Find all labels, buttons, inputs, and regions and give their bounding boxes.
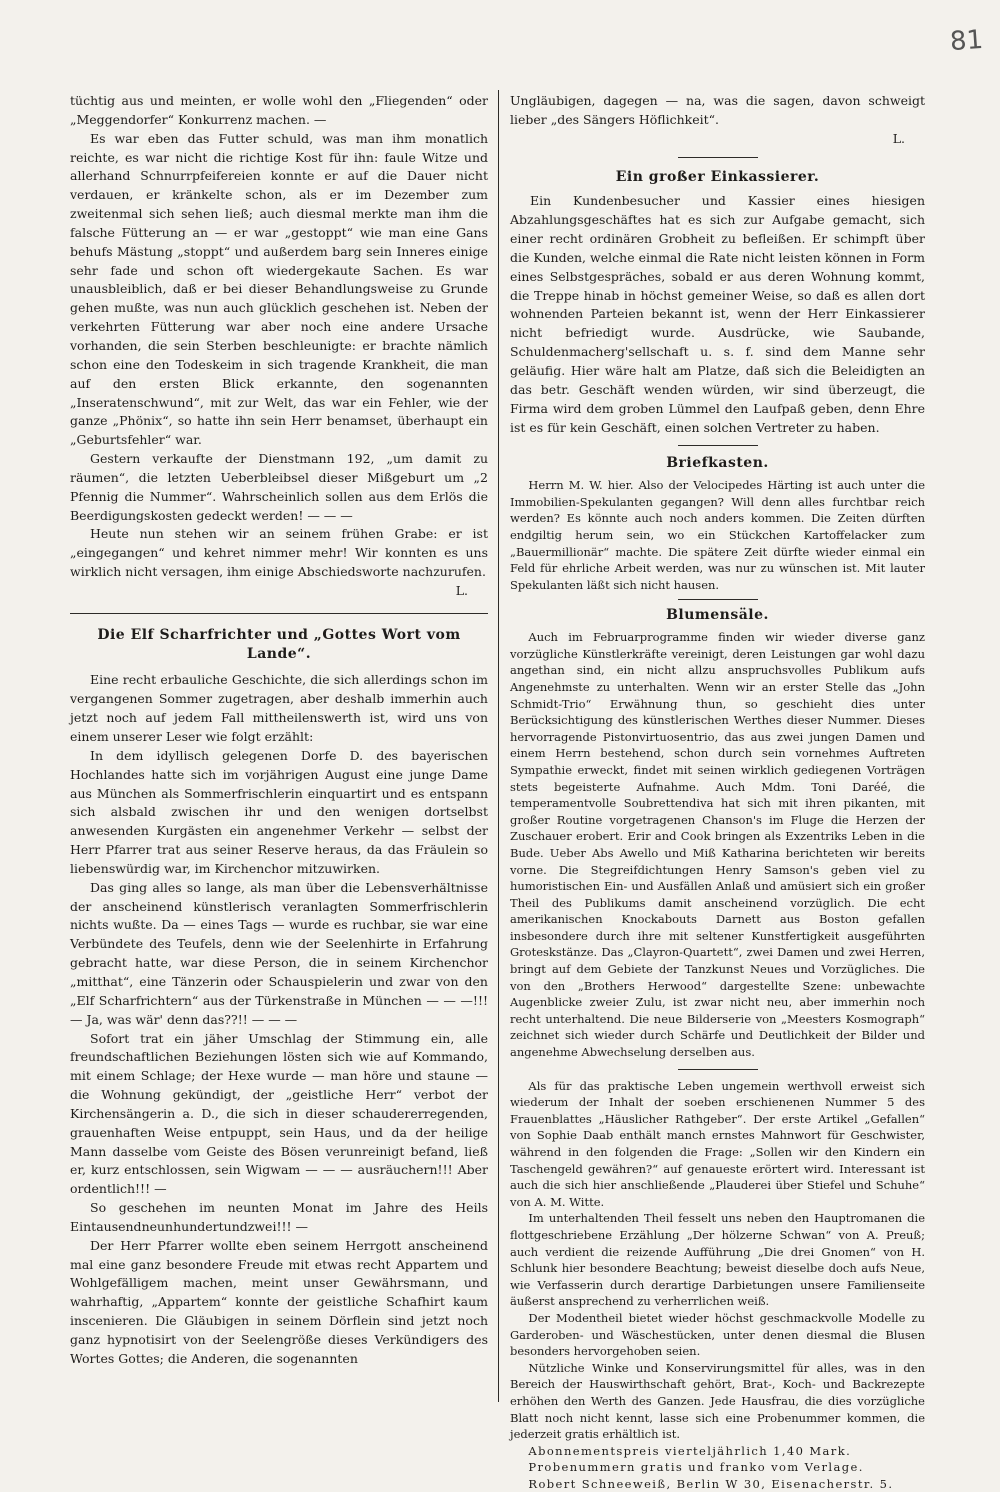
handwritten-page-number: 81 bbox=[948, 24, 985, 58]
paragraph: Abonnementspreis vierteljährlich 1,40 Mark. bbox=[528, 1443, 852, 1458]
paragraph: Das ging alles so lange, als man über die Lebensverhältnisse der anscheinend künstlerisch veranlagten Sommerfrischlerin nichts wußte. Da — eines Tags — wurde es ruchbar, sie war eine Verbündete des Teufels, denn wie der Seelenhirte in Erfahrung gebracht hatte, war diese Person, die in seinem Kirchenchor „mitthat“, eine Tänzerin oder Schauspielerin und zwar von den „Elf Scharfrichtern“ aus der Türkenstraße in München — — —!!! — Ja, was wär' denn das??!! — — — bbox=[70, 879, 488, 1027]
paragraph: Sofort trat ein jäher Umschlag der Stimmung ein, alle freundschaftlichen Beziehungen lösten sich wie auf Kommando, mit einem Schlage; der Hexe wurde — man höre und staune — die Wohnung gekündigt, der „geistliche Herr“ verbot der Kirchensängerin a. D., die sich in dieser schaudererregenden, grauenhaften Weise entpuppt, sein Haus, und da der heilige Mann dasselbe vom Geiste des Bösen verunreinigt befand, ließ er, kurz entschlossen, sein Wigwam — — — ausräuchern!!! Aber ordentlich!!! — bbox=[70, 1030, 488, 1197]
paragraph: Robert Schneeweiß, Berlin W 30, Eisenacherstr. 5. bbox=[528, 1476, 894, 1491]
paragraph: Es war eben das Futter schuld, was man ihm monatlich reichte, es war nicht die richtige Kost für ihn: faule Witze und allerhand Schnurrpfeifereien konnte er auf die Dauer nicht verdauen, er kränkelte schon, als er im Dezember zum zweitenmal sich sehen ließ; auch diesmal merkte man ihm die falsche Fütterung an — er war „gestoppt“ wie man eine Gans behufs Mästung „stoppt“ und außerdem barg sein Inneres einige sehr fade und schon oft wiedergekaute Sachen. Es war unausbleiblich, daß er bei dieser Behandlungsweise zu Grunde gehen mußte, was nun auch glücklich geschehen ist. Neben der verkehrten Fütterung war aber noch eine andere Ursache vorhanden, die sein Sterben beschleunigte: er brachte nämlich schon eine den Todeskeim in sich tragende Krankheit, die man auf den ersten Blick erkannte, den sogenannten „Inseratenschwund“, mit zur Welt, das war ein Fehler, wie der ganze „Phönix“, so hatte ihn sein Herr benamset, überhaupt ein „Geburtsfehler“ war. bbox=[70, 130, 488, 448]
spacer bbox=[70, 614, 488, 626]
signature: L. bbox=[892, 130, 905, 146]
article-heading: Blumensäle. bbox=[666, 607, 769, 624]
article-heading: Ein großer Einkassierer. bbox=[615, 168, 820, 185]
paragraph: Probenummern gratis und franko vom Verlage. bbox=[528, 1460, 864, 1475]
article-heading: Briefkasten. bbox=[666, 455, 769, 472]
spacer bbox=[510, 149, 925, 157]
paragraph: Nützliche Winke und Konservirungsmittel für alles, was in den Bereich der Hauswirthschaft gehört, Brat-, Koch- und Backrezepte erhöhen den Werth des Ganzen. Jede Hausfrau, die dies vorzügliche Blatt noch nicht kennt, lasse sich eine Probenummer kommen, die jederzeit gratis erhältlich ist. bbox=[510, 1360, 925, 1442]
paragraph: Der Herr Pfarrer wollte eben seinem Herrgott anscheinend mal eine ganz besondere Freude mit etwas recht Appartem und Wohlgefälligem machen, meint unser Gewährsmann, und wahrhaftig, „Appartem“ konnte der geistliche Schafhirt kaum inscenieren. Die Gläubigen in seinem Dörflein sind jetzt noch ganz hypnotisirt von der Seelengröße dieses Verkündigers des Wortes Gottes; die Anderen, die sogenannten bbox=[70, 1237, 488, 1366]
paragraph: In dem idyllisch gelegenen Dorfe D. des bayerischen Hochlandes hatte sich im vorjährigen August eine junge Dame aus München als Sommerfrischlerin einquartirt und es entspann sich alsbald zwischen ihr und den wenigen dortselbst anwesenden Kurgästen ein angenehmer Verkehr — selbst der Herr Pfarrer trat aus seiner Reserve heraus, da das Fräulein so liebenswürdig war, im Kirchenchor mitzuwirken. bbox=[70, 747, 488, 876]
paragraph: Ein Kundenbesucher und Kassier eines hiesigen Abzahlungsgeschäftes hat es sich zur Aufgabe gemacht, sich einer recht ordinären Grobheit zu befleißen. Er schimpft über die Kunden, welche einmal die Rate nicht leisten können in Form eines Selbstgespräches, sobald er aus deren Wohnung kommt, die Treppe hinab in höchst gemeiner Weise, so daß es allen dort wohnenden Parteien bekannt ist, wenn der Herr Einkassierer nicht befriedigt wurde. Ausdrücke, wie Saubande, Schuldenmacherg'sellschaft u. s. f. sind dem Manne sehr geläufig. Hier wäre halt am Platze, daß sich die Beleidigten an das betr. Geschäft wenden würden, wir sind überzeugt, die Firma wird dem groben Lümmel den Laufpaß geben, denn Ehre ist es für kein Geschäft, einen solchen Vertreter zu haben. bbox=[510, 193, 925, 435]
spacer bbox=[70, 663, 488, 671]
paragraph: Ungläubigen, dagegen — na, was die sagen, davon schweigt lieber „des Sängers Höflichkeit“. bbox=[510, 93, 925, 127]
column-divider bbox=[498, 90, 499, 1402]
paragraph: tüchtig aus und meinten, er wolle wohl den „Fliegenden“ oder „Meggendorfer“ Konkurrenz machen. — bbox=[70, 93, 488, 127]
paragraph: Als für das praktische Leben ungemein werthvoll erweist sich wiederum der Inhalt der soeben erschienenen Nummer 5 des Frauenblattes „Häuslicher Rathgeber“. Der erste Artikel „Gefallen“ von Sophie Daab enthält manch ernstes Mahnwort für Geschwister, während in den folgenden die Frage: „Sollen wir den Kindern ein Taschengeld gewähren?“ auf genaueste erörtert wird. Interessant ist auch die sich hier anschließende „Plauderei über Stiefel und Schuhe“ von A. M. Witte. bbox=[510, 1078, 925, 1209]
paragraph: Im unterhaltenden Theil fesselt uns neben den Hauptromanen die flottgeschriebene Erzählung „Der hölzerne Schwan“ von A. Preuß; auch verdient die reizende Aufführung „Die drei Gnomen“ von H. Schlunk hier besondere Beachtung; beweist dieselbe doch aufs Neue, wie Verfasserin durch derartige Darbietungen unsere Familienseite äußerst ansprechend zu verherrlichen weiß. bbox=[510, 1211, 925, 1309]
signature: L. bbox=[455, 582, 468, 598]
paragraph: Auch im Februarprogramme finden wir wieder diverse ganz vorzügliche Künstlerkräfte vereinigt, deren Leistungen gar wohl dazu angethan sind, ein nicht allzu anspruchsvolles Publikum aufs Angenehmste zu unterhalten. Wenn wir an erster Stelle das „John Schmidt-Trio“ Erwähnung thun, so geschieht dies unter Berücksichtigung des künstlerischen Werthes dieser Nummer. Dieses hervorragende Pistonvirtuosentrio, das aus zwei jungen Damen und einem Herrn bestehend, schon durch sein vornehmes Auftreten Sympathie erweckt, findet mit seinen wirklich gediegenen Vorträgen stets begeisterte Aufnahme. Auch Mdm. Toni Daréé, die temperamentvolle Soubrettendiva hat sich mit ihren pikanten, mit großer Routine vorgetragenen Chanson's im Fluge die Herzen der Zuschauer erobert. Erir and Cook bringen als Exzentriks Leben in die Bude. Ueber Abs Awello und Miß Katharina berichteten wir bereits vorne. Die Stegreifdichtungen Henry Samson's geben viel zu humoristischen Ein- und Ausfällen Anlaß und amüsiert sich ein großer Theil des Publikums damit anscheinend vorzüglich. Die echt amerikanischen Knockabouts Darnett aus Boston gefallen insbesondere durch ihre mit seltener Kunstfertigkeit ausgeführten Groteskstänze. Das „Clayron-Quartett“, zwei Damen und zwei Herren, bringt auf dem Gebiete der Tanzkunst Neues und Vorzügliches. Die von den „Brothers Herwood“ dargestellte Szene: unbewachte Augenblicke zweier Zulu, ist zwar nicht neu, aber immerhin noch recht unterhaltend. Die neue Bilderserie von „Meesters Kosmograph“ zeichnet sich wieder durch Schärfe und Deutlichkeit der Bilder und angenehme Abwechselung derselben aus. bbox=[510, 630, 925, 1060]
paragraph: So geschehen im neunten Monat im Jahre des Heils Eintausendneunhundertundzwei!!! — bbox=[70, 1200, 488, 1234]
paragraph: Heute nun stehen wir an seinem frühen Grabe: er ist „eingegangen“ und kehret nimmer mehr! Wir konnten es uns wirklich nicht versagen, ihm einige Abschiedsworte nachzurufen. bbox=[70, 526, 488, 580]
paragraph: Gestern verkaufte der Dienstmann 192, „um damit zu räumen“, die letzten Ueberbleibsel dieser Mißgeburt um „2 Pfennig die Nummer“. Wahrscheinlich sollen aus dem Erlös die Beerdigungskosten gedeckt werden! — — — bbox=[70, 451, 488, 523]
spacer bbox=[510, 446, 925, 454]
spacer bbox=[70, 601, 488, 613]
paragraph: Der Modentheil bietet wieder höchst geschmackvolle Modelle zu Garderoben- und Wäschestücken, unter denen diesmal die Blusen besonders hervorgehoben seien. bbox=[510, 1310, 925, 1359]
spacer bbox=[510, 1070, 925, 1078]
spacer bbox=[510, 158, 925, 168]
spacer bbox=[510, 437, 925, 445]
paragraph: Herrn M. W. hier. Also der Velocipedes Härting ist auch unter die Immobilien-Spekulanten gegangen? Will denn alles furchtbar reich werden? Es könnte auch noch anders kommen. Die Zeiten dürften endgiltig herum sein, wo ein Stückchen Kartoffelacker zum „Bauermillionär“ machte. Die spätere Zeit dürfte wieder einmal ein Feld für ehrliche Arbeit werden, was nur zu wünschen ist. Mit lauter Spekulanten läßt sich nicht hausen. bbox=[510, 478, 925, 592]
spacer bbox=[510, 1061, 925, 1069]
paragraph: Eine recht erbauliche Geschichte, die sich allerdings schon im vergangenen Sommer zugetragen, aber deshalb immerhin auch jetzt noch auf jedem Fall mittheilenswerth ist, wird uns von einem unserer Leser wie folgt erzählt: bbox=[70, 672, 488, 744]
left-column bbox=[70, 92, 488, 1369]
right-column bbox=[510, 92, 925, 1492]
article-heading: Die Elf Scharfrichter und „Gottes Wort vom Lande“. bbox=[97, 626, 461, 662]
